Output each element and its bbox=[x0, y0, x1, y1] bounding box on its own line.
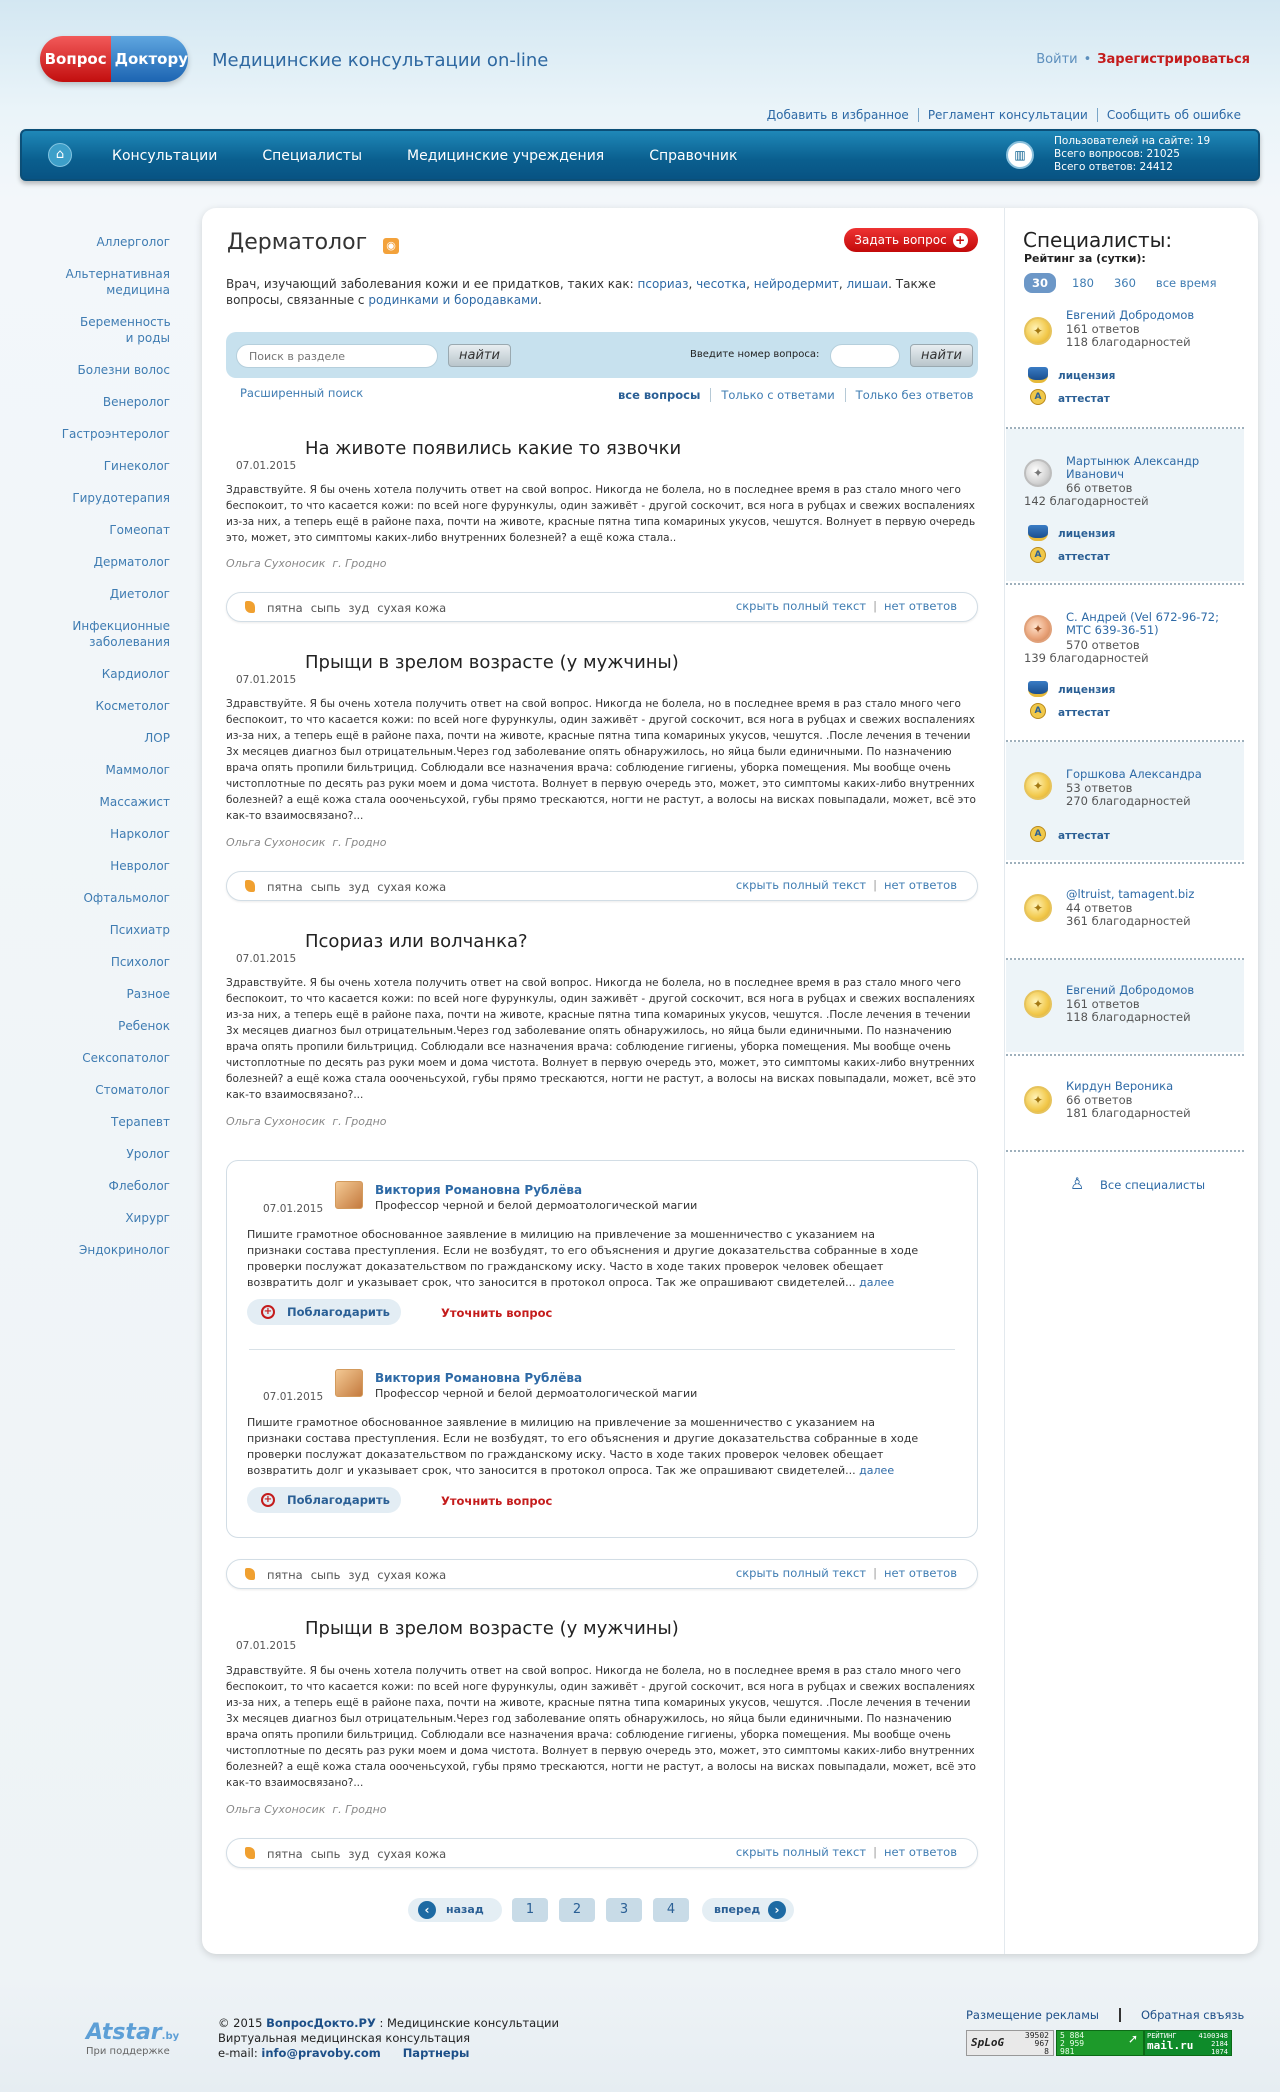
tag-list bbox=[267, 880, 454, 894]
specialists-title: Специалисты: bbox=[1023, 228, 1173, 252]
question-date: 07.01.2015 bbox=[236, 953, 297, 965]
tag-icon bbox=[245, 1568, 255, 1580]
question-author bbox=[226, 1803, 387, 1816]
counter-green[interactable] bbox=[1056, 2030, 1144, 2056]
filter-with-answers[interactable]: Только с ответами bbox=[710, 388, 844, 402]
sidebar-item[interactable]: Уролог bbox=[126, 1147, 170, 1161]
counter-value: 39502 bbox=[1024, 2031, 1049, 2040]
avatar[interactable] bbox=[335, 1369, 363, 1397]
sidebar-item[interactable]: Сексопатолог bbox=[82, 1051, 170, 1065]
specialist-card bbox=[1006, 864, 1244, 956]
question-actions bbox=[736, 599, 957, 613]
sidebar-item[interactable]: ЛОР bbox=[144, 731, 170, 745]
nav-item-reference[interactable]: Справочник bbox=[649, 148, 738, 164]
sidebar-item[interactable]: Беременность и роды bbox=[80, 315, 171, 345]
license-icon bbox=[1028, 367, 1048, 383]
footer-links bbox=[966, 2008, 1264, 2022]
plus-icon: + bbox=[953, 233, 968, 248]
tag[interactable]: пятна bbox=[267, 880, 303, 894]
tag-list bbox=[267, 601, 454, 615]
attest-icon: A bbox=[1030, 547, 1046, 563]
sidebar-item[interactable]: Гастроэнтеролог bbox=[61, 427, 170, 441]
action-separator: | bbox=[873, 878, 877, 892]
specialist-card bbox=[1006, 960, 1244, 1052]
avatar[interactable] bbox=[335, 1181, 363, 1209]
question-author bbox=[226, 836, 387, 849]
sidebar-item[interactable]: Эндокринолог bbox=[78, 1243, 170, 1257]
sidebar-item[interactable]: Гомеопат bbox=[109, 523, 170, 537]
gold-medal-icon: ✦ bbox=[1024, 317, 1052, 345]
arrow-left-icon: ‹ bbox=[418, 1901, 436, 1919]
specialist-answers: 570 ответов bbox=[1066, 638, 1140, 652]
action-separator: | bbox=[873, 1566, 877, 1580]
specialist-name[interactable]: Мартынюк Александр Иванович bbox=[1066, 454, 1200, 481]
counter-top-label: РЕЙТИНГ bbox=[1147, 2032, 1177, 2040]
counter-values bbox=[1198, 2032, 1228, 2056]
specialist-card bbox=[1006, 305, 1244, 417]
site-tagline: Медицинские консультации on-line bbox=[212, 50, 549, 71]
sidebar-item[interactable]: Диетолог bbox=[109, 587, 170, 601]
question-title[interactable]: Прыщи в зрелом возрасте (у мужчины) bbox=[305, 1618, 679, 1639]
specialist-name[interactable]: С. Андрей (Vel 672-96-72; МТС 639-36-51) bbox=[1066, 610, 1219, 637]
desc-text: . Также вопросы, связанные с bbox=[226, 277, 936, 307]
home-icon[interactable]: ⌂ bbox=[48, 143, 72, 167]
sidebar-item[interactable]: Невролог bbox=[110, 859, 170, 873]
license-icon bbox=[1028, 525, 1048, 541]
sidebar-item[interactable]: Массажист bbox=[99, 795, 170, 809]
question-author bbox=[226, 1115, 387, 1128]
attest-label[interactable]: аттестат bbox=[1058, 830, 1110, 842]
arrow-up-right-icon: ➚ bbox=[1128, 2032, 1137, 2048]
attest-icon: A bbox=[1030, 826, 1046, 842]
tag[interactable]: пятна bbox=[267, 1568, 303, 1582]
site-name[interactable]: ВопросДокто.РУ bbox=[266, 2016, 376, 2030]
prev-page-button[interactable] bbox=[408, 1898, 502, 1922]
sidebar-item[interactable]: Аллерголог bbox=[96, 235, 170, 249]
question-actions bbox=[736, 1845, 957, 1859]
more-link[interactable]: далее bbox=[859, 1464, 895, 1477]
tag-icon bbox=[245, 1847, 255, 1859]
question-actions bbox=[736, 878, 957, 892]
specialist-thanks: 181 благодарностей bbox=[1066, 1106, 1191, 1120]
tag[interactable]: сыпь bbox=[310, 1847, 341, 1861]
gold-medal-icon: ✦ bbox=[1024, 990, 1052, 1018]
copyright-line bbox=[218, 2016, 559, 2031]
specialist-thanks: 118 благодарностей bbox=[1066, 1010, 1191, 1024]
add-favorites-link[interactable]: Добавить в избранное bbox=[766, 108, 909, 122]
counter-value: 5 884 bbox=[1060, 2031, 1085, 2040]
footer-contacts bbox=[218, 2046, 559, 2061]
feedback-link[interactable]: Обратная свъязь bbox=[1119, 2008, 1264, 2022]
copyright-desc: : Медицинские консультации bbox=[375, 2016, 560, 2030]
question-author bbox=[226, 557, 387, 570]
page-link[interactable]: 4 bbox=[653, 1898, 689, 1922]
question-tagbar bbox=[226, 1838, 978, 1868]
author-name: Ольга Сухоносик bbox=[226, 1115, 326, 1128]
rating-label: Рейтинг за (сутки): bbox=[1024, 252, 1146, 265]
gold-medal-icon: ✦ bbox=[1024, 894, 1052, 922]
answer-text bbox=[247, 1227, 927, 1291]
footer-line2: Виртуальная медицинская консультация bbox=[218, 2031, 471, 2045]
answer-author-name[interactable]: Виктория Романовна Рублёва bbox=[375, 1183, 583, 1197]
more-link[interactable]: далее bbox=[859, 1276, 895, 1289]
sidebar-item[interactable]: Терапевт bbox=[111, 1115, 170, 1129]
hide-text-link[interactable]: скрыть полный текст bbox=[735, 878, 867, 892]
ask-question-button[interactable] bbox=[844, 228, 978, 252]
nav-items bbox=[112, 148, 782, 164]
thank-label: Поблагодарить bbox=[287, 1493, 390, 1507]
tag[interactable]: зуд bbox=[348, 1847, 370, 1861]
support-label: При поддержке bbox=[86, 2046, 170, 2057]
specialist-thanks: 361 благодарностей bbox=[1066, 914, 1191, 928]
period-30[interactable]: 30 bbox=[1024, 273, 1056, 293]
sidebar-item[interactable]: Психиатр bbox=[109, 923, 170, 937]
answers-count[interactable]: нет ответов bbox=[883, 599, 957, 613]
nav-item-consultations[interactable]: Консультации bbox=[112, 148, 218, 164]
sidebar-item[interactable]: Гирудотерапия bbox=[72, 491, 170, 505]
rss-icon[interactable]: ◉ bbox=[383, 238, 399, 254]
period-all[interactable]: все время bbox=[1155, 276, 1217, 290]
sidebar-item[interactable]: Стоматолог bbox=[95, 1083, 170, 1097]
partners-link[interactable]: Партнеры bbox=[402, 2046, 470, 2060]
filter-without-answers[interactable]: Только без ответов bbox=[845, 388, 984, 402]
desc-text: Врач, изучающий заболевания кожи и ее придатков, таких как: bbox=[226, 277, 638, 291]
tag[interactable]: сухая кожа bbox=[377, 601, 447, 615]
specialist-answers: 161 ответов bbox=[1066, 997, 1140, 1011]
sidebar-item[interactable]: Инфекционные заболевания bbox=[72, 619, 170, 649]
counter-value: 1074 bbox=[1211, 2048, 1228, 2056]
attest-label[interactable]: аттестат bbox=[1058, 551, 1110, 563]
attest-label[interactable]: аттестат bbox=[1058, 393, 1110, 405]
counter-mailru[interactable] bbox=[1144, 2030, 1232, 2056]
keyword-link[interactable]: нейродермит bbox=[753, 277, 839, 291]
counter-value: 967 bbox=[1034, 2039, 1049, 2048]
question-date: 07.01.2015 bbox=[236, 460, 297, 472]
sidebar-item[interactable]: Маммолог bbox=[105, 763, 170, 777]
sidebar-item[interactable]: Офтальмолог bbox=[83, 891, 170, 905]
counter-splog[interactable] bbox=[966, 2030, 1054, 2056]
author-city: г. Гродно bbox=[332, 836, 387, 849]
period-360[interactable]: 360 bbox=[1113, 276, 1136, 290]
hide-text-link[interactable]: скрыть полный текст bbox=[735, 1566, 867, 1580]
action-separator: | bbox=[873, 1845, 877, 1859]
logo-left-text: Вопрос bbox=[40, 36, 111, 82]
sidebar-item[interactable]: Разное bbox=[126, 987, 170, 1001]
tag[interactable]: сыпь bbox=[310, 601, 341, 615]
footer-copyright bbox=[218, 2016, 559, 2061]
question-text: Здравствуйте. Я бы очень хотела получить ответ на свой вопрос. Никогда не болела, но в последнее время в раз стало много чего беспокоит, то что касается кожи: по всей ноге фурункулы, один заживёт - другой соскочит, вся нога в рубцах и свежих воспалениях из-за них, а теперь ещё в районе паха, почти на животе, красные пятна типа комариных укусов, чешутся. Волнует в первую очередь это, может, это симптомы каких-либо внутренних болезней? а ещё кожа стала.. bbox=[226, 484, 976, 544]
specialist-name[interactable]: @ltruist, tamagent.biz bbox=[1066, 887, 1195, 901]
advanced-search-link[interactable]: Расширенный поиск bbox=[240, 386, 364, 400]
counter-brand: SpLoG bbox=[971, 2036, 1005, 2049]
arrow-right-icon: › bbox=[768, 1901, 786, 1919]
partner-logo[interactable] bbox=[86, 2020, 179, 2045]
author-city: г. Гродно bbox=[332, 557, 387, 570]
sidebar-item[interactable]: Венеролог bbox=[102, 395, 170, 409]
period-180[interactable]: 180 bbox=[1072, 276, 1094, 290]
report-error-link[interactable]: Сообщить об ошибке bbox=[1097, 108, 1250, 122]
question-text: Здравствуйте. Я бы очень хотела получить ответ на свой вопрос. Никогда не болела, но в последнее время в раз стало много чего беспокоит, то что касается кожи: по всей ноге фурункулы, один заживёт - другой соскочит, вся нога в рубцах и свежих воспалениях из-за них, а теперь ещё в районе паха, почти на животе, красные пятна типа комариных укусов, чешутся. .После лечения в течении 3х месяцев диагноз был отрицательным.Через год заболевание опять обнаружилось, но яйца были единичными. По назначению врача опять пропили бильтрицид. Соблюдали все назначения врача: соблюдение гигиены, уборка помещения. Мы вообще очень чистоплотные по десять раз руки моем и дома чистота. Волнует в первую очередь это, может, это симптомы каких-либо внутренних болезней? а ещё кожа стала оооченьсухой, губы прямо трескаются, ногти не растут, а волосы на висках повыпадали, может, всё это как-то взаимосвязано?... bbox=[226, 698, 976, 822]
stats-chart-icon: ▥ bbox=[1006, 141, 1034, 169]
site-logo[interactable] bbox=[40, 36, 188, 82]
sidebar-item[interactable]: Косметолог bbox=[95, 699, 170, 713]
specialist-answers: 161 ответов bbox=[1066, 322, 1140, 336]
bronze-medal-icon: ✦ bbox=[1024, 615, 1052, 643]
question-title[interactable]: Псориаз или волчанка? bbox=[305, 931, 528, 952]
all-specialists-link[interactable]: Все специалисты bbox=[1100, 1178, 1206, 1192]
tag[interactable]: зуд bbox=[348, 880, 370, 894]
question-number-label: Введите номер вопроса: bbox=[690, 349, 820, 360]
stat-questions: Всего вопросов: 21025 bbox=[1054, 148, 1180, 160]
question-tagbar bbox=[226, 592, 978, 622]
answers-count[interactable]: нет ответов bbox=[883, 1566, 957, 1580]
copyright-year: © 2015 bbox=[218, 2016, 267, 2030]
tag[interactable]: сыпь bbox=[310, 880, 341, 894]
email-label: e-mail: bbox=[218, 2046, 262, 2060]
specialist-card bbox=[1006, 1056, 1244, 1148]
author-name: Ольга Сухоносик bbox=[226, 557, 326, 570]
next-page-button[interactable] bbox=[702, 1898, 794, 1922]
question-tagbar bbox=[226, 871, 978, 901]
email-link[interactable]: info@pravoby.com bbox=[261, 2046, 381, 2060]
attest-icon: A bbox=[1030, 389, 1046, 405]
thank-button[interactable] bbox=[247, 1299, 401, 1325]
answer-separator bbox=[249, 1349, 955, 1350]
tag[interactable]: пятна bbox=[267, 1847, 303, 1861]
specialist-separator bbox=[1006, 1150, 1244, 1152]
specialist-card bbox=[1006, 429, 1244, 581]
gold-medal-icon: ✦ bbox=[1024, 772, 1052, 800]
specialist-card bbox=[1006, 742, 1244, 860]
specialist-name[interactable]: Горшкова Александра bbox=[1066, 767, 1202, 781]
tag[interactable]: сухая кожа bbox=[377, 880, 447, 894]
tag[interactable]: зуд bbox=[348, 1568, 370, 1582]
partner-logo-text: Atstar bbox=[86, 2020, 162, 2045]
stat-users: Пользователей на сайте: 19 bbox=[1054, 135, 1211, 147]
login-link[interactable]: Войти bbox=[1036, 52, 1078, 67]
tag[interactable]: зуд bbox=[348, 601, 370, 615]
specialist-name[interactable]: Евгений Добродомов bbox=[1066, 983, 1195, 997]
tag-list bbox=[267, 1568, 454, 1582]
author-name: Ольга Сухоносик bbox=[226, 836, 326, 849]
question-title[interactable]: Прыщи в зрелом возрасте (у мужчины) bbox=[305, 652, 679, 673]
question-title[interactable]: На животе появились какие то язвочки bbox=[305, 438, 682, 459]
question-actions bbox=[736, 1566, 957, 1580]
keyword-link[interactable]: псориаз bbox=[637, 277, 689, 291]
question-text: Здравствуйте. Я бы очень хотела получить ответ на свой вопрос. Никогда не болела, но в последнее время в раз стало много чего беспокоит, то что касается кожи: по всей ноге фурункулы, один заживёт - другой соскочит, вся нога в рубцах и свежих воспалениях из-за них, а теперь ещё в районе паха, почти на животе, красные пятна типа комариных укусов, чешутся. .После лечения в течении 3х месяцев диагноз был отрицательным.Через год заболевание опять обнаружилось, но яйца были единичными. По назначению врача опять пропили бильтрицид. Соблюдали все назначения врача: соблюдение гигиены, уборка помещения. Мы вообще очень чистоплотные по десять раз руки моем и дома чистота. Волнует в первую очередь это, может, это симптомы каких-либо внутренних болезней? а ещё кожа стала оооченьсухой, губы прямо трескаются, ногти не растут, а волосы на висках повыпадали, может, всё это как-то взаимосвязано?... bbox=[226, 977, 976, 1101]
answer-body: Пишите грамотное обоснованное заявление в милицию на привлечение за мошенничество с указанием на признаки состава преступления. Если не возбудят, то его объяснения и другие доказательства собранные в ходе проверки послужат доказательством по гражданскому иску. Часто в ходе таких проверок человек обещает возвратить долг и указывает срок, что заносится в протокол опроса. Так же опрашивают свидетелей... bbox=[247, 1416, 919, 1477]
hide-text-link[interactable]: скрыть полный текст bbox=[735, 599, 867, 613]
top-links bbox=[758, 108, 1250, 122]
answers-count[interactable]: нет ответов bbox=[883, 878, 957, 892]
license-label[interactable]: лицензия bbox=[1058, 684, 1116, 696]
tag[interactable]: сухая кожа bbox=[377, 1568, 447, 1582]
action-separator: | bbox=[873, 599, 877, 613]
question-number-button[interactable]: найти bbox=[910, 344, 973, 367]
answer-date: 07.01.2015 bbox=[263, 1391, 324, 1403]
sidebar-item[interactable]: Альтернативная медицина bbox=[65, 267, 170, 297]
clarify-question-link[interactable]: Уточнить вопрос bbox=[441, 1306, 553, 1320]
counter-values bbox=[1025, 2032, 1049, 2056]
counter-value: 4100348 bbox=[1198, 2032, 1228, 2040]
stat-answers: Всего ответов: 24412 bbox=[1054, 161, 1173, 173]
search-button[interactable]: найти bbox=[448, 344, 511, 367]
specialist-name[interactable]: Кирдун Вероника bbox=[1066, 1079, 1174, 1093]
silver-medal-icon: ✦ bbox=[1024, 459, 1052, 487]
plus-circle-icon: + bbox=[261, 1305, 275, 1319]
question-text: Здравствуйте. Я бы очень хотела получить ответ на свой вопрос. Никогда не болела, но в последнее время в раз стало много чего беспокоит, то что касается кожи: по всей ноге фурункулы, один заживёт - другой соскочит, вся нога в рубцах и свежих воспалениях из-за них, а теперь ещё в районе паха, почти на животе, красные пятна типа комариных укусов, чешутся. .После лечения в течении 3х месяцев диагноз был отрицательным.Через год заболевание опять обнаружилось, но яйца были единичными. По назначению врача опять пропили бильтрицид. Соблюдали все назначения врача: соблюдение гигиены, уборка помещения. Мы вообще очень чистоплотные по десять раз руки моем и дома чистота. Волнует в первую очередь это, может, это симптомы каких-либо внутренних болезней? а ещё кожа стала оооченьсухой, губы прямо трескаются, ногти не растут, а волосы на висках повыпадали, может, всё это как-то взаимосвязано?... bbox=[226, 1665, 976, 1789]
auth-links bbox=[1036, 52, 1250, 67]
main-nav bbox=[20, 129, 1260, 181]
prev-label: назад bbox=[446, 1903, 484, 1916]
advertising-link[interactable]: Размещение рекламы bbox=[966, 2008, 1099, 2022]
gold-medal-icon: ✦ bbox=[1024, 1086, 1052, 1114]
tag-icon bbox=[245, 880, 255, 892]
question-date: 07.01.2015 bbox=[236, 1640, 297, 1652]
keyword-link[interactable]: чесотка bbox=[696, 277, 747, 291]
question-tagbar bbox=[226, 1559, 978, 1589]
license-label[interactable]: лицензия bbox=[1058, 370, 1116, 382]
partner-logo-suffix: .by bbox=[161, 2031, 180, 2042]
question-date: 07.01.2015 bbox=[236, 674, 297, 686]
page-link[interactable]: 2 bbox=[559, 1898, 595, 1922]
author-city: г. Гродно bbox=[332, 1115, 387, 1128]
license-icon bbox=[1028, 681, 1048, 697]
logo-right-text: Доктору bbox=[111, 36, 188, 82]
specialist-name[interactable]: Евгений Добродомов bbox=[1066, 308, 1195, 322]
counter-values bbox=[1060, 2032, 1084, 2056]
answer-body: Пишите грамотное обоснованное заявление в милицию на привлечение за мошенничество с указанием на признаки состава преступления. Если не возбудят, то его объяснения и другие доказательства собранные в ходе проверки послужат доказательством по гражданскому иску. Часто в ходе таких проверок человек обещает возвратить долг и указывает срок, что заносится в протокол опроса. Так же опрашивают свидетелей... bbox=[247, 1228, 919, 1289]
specialist-thanks: 118 благодарностей bbox=[1066, 335, 1191, 349]
answer-author-name[interactable]: Виктория Романовна Рублёва bbox=[375, 1371, 583, 1385]
sidebar-item[interactable]: Кардиолог bbox=[101, 667, 170, 681]
sidebar-item[interactable]: Нарколог bbox=[110, 827, 170, 841]
specialist-answers: 44 ответов bbox=[1066, 901, 1133, 915]
answers-count[interactable]: нет ответов bbox=[883, 1845, 957, 1859]
answer-author-role: Профессор черной и белой дермоатологической магии bbox=[375, 1387, 698, 1400]
answer-text bbox=[247, 1415, 927, 1479]
counter-value: 2 959 bbox=[1060, 2039, 1085, 2048]
nav-item-institutions[interactable]: Медицинские учреждения bbox=[407, 148, 605, 164]
tag[interactable]: сухая кожа bbox=[377, 1847, 447, 1861]
counter-brand: mail.ru bbox=[1147, 2039, 1194, 2052]
sidebar-item[interactable]: Болезни волос bbox=[77, 363, 170, 377]
attest-label[interactable]: аттестат bbox=[1058, 707, 1110, 719]
page-link[interactable]: 3 bbox=[606, 1898, 642, 1922]
ask-question-label: Задать вопрос bbox=[854, 233, 947, 247]
sidebar-item[interactable]: Флеболог bbox=[108, 1179, 170, 1193]
answer-author-role: Профессор черной и белой дермоатологической магии bbox=[375, 1199, 698, 1212]
counter-value: 981 bbox=[1060, 2047, 1075, 2056]
author-city: г. Гродно bbox=[332, 1803, 387, 1816]
specialist-answers: 53 ответов bbox=[1066, 781, 1133, 795]
specialist-card bbox=[1006, 585, 1244, 735]
person-icon: ♙ bbox=[1070, 1174, 1085, 1193]
thank-button[interactable] bbox=[247, 1487, 401, 1513]
keyword-link[interactable]: лишаи bbox=[846, 277, 889, 291]
sidebar-item[interactable]: Психолог bbox=[110, 955, 170, 969]
search-input[interactable] bbox=[236, 344, 438, 368]
counter-value: 2184 bbox=[1211, 2040, 1228, 2048]
auth-separator: • bbox=[1083, 52, 1092, 67]
sidebar-item[interactable]: Ребенок bbox=[118, 1019, 170, 1033]
next-label: вперед bbox=[714, 1903, 761, 1916]
tag-list bbox=[267, 1847, 454, 1861]
page-link[interactable]: 1 bbox=[512, 1898, 548, 1922]
search-bar bbox=[226, 332, 978, 378]
plus-circle-icon: + bbox=[261, 1493, 275, 1507]
specialist-thanks: 139 благодарностей bbox=[1024, 651, 1149, 665]
tag[interactable]: пятна bbox=[267, 601, 303, 615]
specialist-thanks: 142 благодарностей bbox=[1024, 494, 1149, 508]
tag[interactable]: сыпь bbox=[310, 1568, 341, 1582]
filter-all[interactable]: все вопросы bbox=[618, 388, 701, 402]
counter-value: 8 bbox=[1044, 2047, 1049, 2056]
sidebar-item[interactable]: Дерматолог bbox=[93, 555, 170, 569]
clarify-question-link[interactable]: Уточнить вопрос bbox=[441, 1494, 553, 1508]
license-label[interactable]: лицензия bbox=[1058, 528, 1116, 540]
category-sidebar bbox=[20, 234, 170, 1274]
nav-item-specialists[interactable]: Специалисты bbox=[262, 148, 363, 164]
category-description: Врач, изучающий заболевания кожи и ее придатков, таких как: псориаз, чесотка, нейродермит, лишаи. Также вопросы, связанные с родинками и бородавками. bbox=[226, 277, 936, 307]
specialist-thanks: 270 благодарностей bbox=[1066, 794, 1191, 808]
rules-link[interactable]: Регламент консультации bbox=[918, 108, 1097, 122]
answer-date: 07.01.2015 bbox=[263, 1203, 324, 1215]
hide-text-link[interactable]: скрыть полный текст bbox=[735, 1845, 867, 1859]
register-link[interactable]: Зарегистрироваться bbox=[1097, 52, 1250, 67]
site-stats bbox=[1054, 135, 1210, 174]
tag-icon bbox=[245, 601, 255, 613]
author-name: Ольга Сухоносик bbox=[226, 1803, 326, 1816]
thank-label: Поблагодарить bbox=[287, 1305, 390, 1319]
rating-periods bbox=[1024, 273, 1237, 293]
column-divider bbox=[1004, 208, 1005, 1954]
attest-icon: A bbox=[1030, 703, 1046, 719]
sidebar-item[interactable]: Гинеколог bbox=[103, 459, 170, 473]
answers-box bbox=[226, 1160, 978, 1538]
page-title: Дерматолог bbox=[227, 230, 368, 255]
specialist-answers: 66 ответов bbox=[1066, 481, 1133, 495]
question-filters bbox=[608, 388, 984, 402]
specialist-answers: 66 ответов bbox=[1066, 1093, 1133, 1107]
keyword-link[interactable]: родинками и бородавками bbox=[368, 293, 538, 307]
question-number-input[interactable] bbox=[830, 344, 900, 368]
desc-text: . bbox=[538, 293, 542, 307]
sidebar-item[interactable]: Хирург bbox=[125, 1211, 170, 1225]
